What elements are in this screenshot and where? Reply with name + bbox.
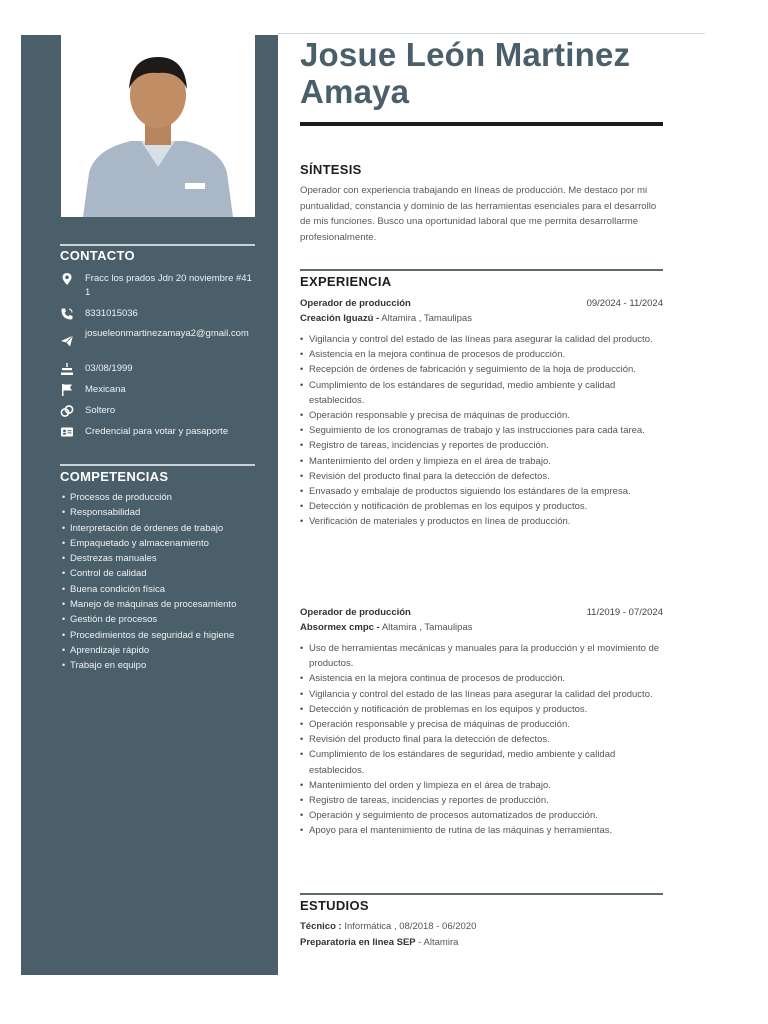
job-1-company: Creación Iguazú - [300,313,380,324]
job-bullet: • Operación y seguimiento de procesos automatizados de producción. [300,808,662,823]
location-pin-icon [60,272,74,286]
name-underline [300,122,663,126]
phone-icon [60,307,74,321]
job-bullet: • Registro de tareas, incidencias y reportes de producción. [300,793,662,808]
education-item-label: Preparatoria en linea SEP [300,937,416,948]
education-divider [300,893,663,895]
nationality-text: Mexicana [85,384,126,395]
job-bullet: • Seguimiento de los cronogramas de trabajo y las instrucciones para cada tarea. [300,423,662,438]
education-title: ESTUDIOS [300,898,369,913]
job-bullet: • Revisión del producto final para la detección de defectos. [300,469,662,484]
job-bullet: • Asistencia en la mejora continua de procesos de producción. [300,347,662,362]
skills-divider [60,464,255,466]
summary-title: SÍNTESIS [300,162,362,177]
skill-item: • Manejo de máquinas de procesamiento [62,597,262,612]
job-2-role: Operador de producción [300,607,411,618]
contact-title: CONTACTO [60,248,135,263]
flag-icon [60,383,74,397]
job-bullet: • Uso de herramientas mecánicas y manuales para la producción y el movimiento de productos. [300,641,662,671]
job-bullet: • Verificación de materiales y productos en línea de producción. [300,514,662,529]
address-text: Fracc los prados Jdn 20 noviembre #411 [85,273,252,298]
job-bullet: • Registro de tareas, incidencias y reportes de producción. [300,438,662,453]
job-2-location: Altamira , Tamaulipas [379,622,473,633]
profile-photo [61,35,255,217]
birthdate-text: 03/08/1999 [85,363,133,374]
job-bullet: • Revisión del producto final para la detección de defectos. [300,732,662,747]
skill-item: • Buena condición física [62,582,262,597]
job-bullet: • Cumplimiento de los estándares de seguridad, medio ambiente y calidad establecidos. [300,378,662,408]
education-item [300,937,458,948]
documents-text: Credencial para votar y pasaporte [85,426,229,437]
id-card-icon [60,425,74,439]
skill-item: • Trabajo en equipo [62,658,262,673]
summary-text: Operador con experiencia trabajando en líneas de producción. Me destaco por mi puntualidad, constancia y dominio de las herramientas esenciales para el desarrollo de mis funciones. Busco una oportunidad laboral que me permita desarrollarme profesionalmente. [300,185,657,243]
candidate-name: Josue León Martinez Amaya [300,36,631,110]
experience-divider [300,269,663,271]
job-bullet: • Asistencia en la mejora continua de procesos de producción. [300,671,662,686]
job-bullet: • Recepción de órdenes de fabricación y seguimiento de la hoja de producción. [300,362,662,377]
rings-icon [60,404,74,418]
job-1-location: Altamira , Tamaulipas [379,313,472,324]
education-item [300,921,476,932]
job-2-company: Absormex cmpc - [300,622,380,633]
skills-list [62,490,262,674]
job-1-dates: 09/2024 - 11/2024 [586,298,663,309]
education-item-label: Técnico : [300,921,342,932]
skill-item: • Destrezas manuales [62,551,262,566]
contact-divider [60,244,255,246]
job-bullet: • Mantenimiento del orden y limpieza en el área de trabajo. [300,454,662,469]
cake-icon [60,362,74,376]
email-text[interactable]: josueleonmartinezamaya2@gmail.com [85,328,249,339]
skill-item: • Empaquetado y almacenamiento [62,536,262,551]
job-bullet: • Vigilancia y control del estado de las líneas para asegurar la calidad del producto. [300,332,662,347]
job-2-dates: 11/2019 - 07/2024 [586,607,663,618]
job-1-role: Operador de producción [300,298,411,309]
job-bullet: • Envasado y embalaje de productos siguiendo los estándares de la empresa. [300,484,662,499]
job-bullet: • Vigilancia y control del estado de las líneas para asegurar la calidad del producto. [300,687,662,702]
sidebar [21,35,278,975]
top-divider [278,33,705,34]
skills-title: COMPETENCIAS [60,469,169,484]
skill-item: • Aprendizaje rápido [62,643,262,658]
education-item-detail: - Altamira [415,937,459,948]
job-bullet: • Operación responsable y precisa de máquinas de producción. [300,408,662,423]
education-item-detail: Informática , 08/2018 - 06/2020 [341,921,477,932]
job-bullet: • Operación responsable y precisa de máquinas de producción. [300,717,662,732]
skill-item: • Control de calidad [62,566,262,581]
job-bullet: • Detección y notificación de problemas en los equipos y productos. [300,702,662,717]
skill-item: • Procedimientos de seguridad e higiene [62,628,262,643]
job-bullet: • Detección y notificación de problemas en los equipos y productos. [300,499,662,514]
skill-item: • Interpretación de órdenes de trabajo [62,521,262,536]
job-bullet: • Mantenimiento del orden y limpieza en el área de trabajo. [300,778,662,793]
send-icon [60,334,74,348]
job-bullet: • Apoyo para el mantenimiento de rutina de las máquinas y herramientas. [300,823,662,838]
marital-status-text: Soltero [85,405,116,416]
job-1-bullets [300,332,662,530]
skill-item: • Responsabilidad [62,505,262,520]
job-2-bullets [300,641,662,839]
phone-text: 8331015036 [85,308,138,319]
experience-title: EXPERIENCIA [300,274,392,289]
job-1-company-line [300,313,472,324]
skill-item: • Procesos de producción [62,490,262,505]
job-bullet: • Cumplimiento de los estándares de seguridad, medio ambiente y calidad establecidos. [300,747,662,777]
job-2-company-line [300,622,473,633]
skill-item: • Gestión de procesos [62,612,262,627]
